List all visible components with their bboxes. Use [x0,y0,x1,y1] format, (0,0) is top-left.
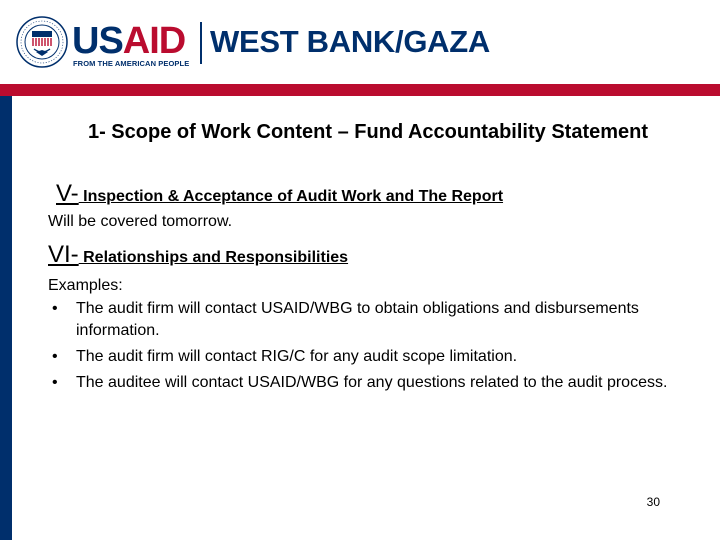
slide-title: 1- Scope of Work Content – Fund Accountability Statement [87,121,649,143]
section-vi-title: Relationships and Responsibilities [78,249,349,266]
section-vi-heading [48,240,348,273]
section-v-title: Inspection & Acceptance of Audit Work and The Report [78,188,504,205]
usaid-wordmark [72,20,185,62]
section-v-text: Will be covered tomorrow. [48,213,233,230]
bullet-text: The audit firm will contact RIG/C for any audit scope limitation. [76,347,518,365]
header-banner [0,0,720,84]
logo-divider [200,22,202,64]
bullet-text: The auditee will contact USAID/WBG for any questions related to the audit process. [76,373,668,391]
bullet-icon: • [52,373,58,391]
section-vi-numeral: VI- [48,241,79,268]
section-vi-intro: Examples: [48,277,123,294]
usaid-wordmark-us: US [72,20,123,62]
bullet-icon: • [52,347,58,365]
bullet-text: The audit firm will contact USAID/WBG to obtain obligations and disbursements information. [76,300,639,339]
list-item [48,346,688,368]
list-item [48,372,688,394]
section-v-heading [56,180,503,211]
logo-region: WEST BANK/GAZA [210,24,490,59]
responsibilities-list [48,298,688,398]
section-v-numeral: V- [56,180,79,207]
header-red-band [0,84,720,96]
left-accent-bar [0,96,12,540]
page-number: 30 [646,495,660,509]
bullet-icon: • [52,300,58,317]
logo-tagline: FROM THE AMERICAN PEOPLE [73,59,190,68]
usaid-wordmark-aid: AID [122,20,186,62]
list-item [48,298,688,341]
usaid-seal-icon [16,16,68,68]
